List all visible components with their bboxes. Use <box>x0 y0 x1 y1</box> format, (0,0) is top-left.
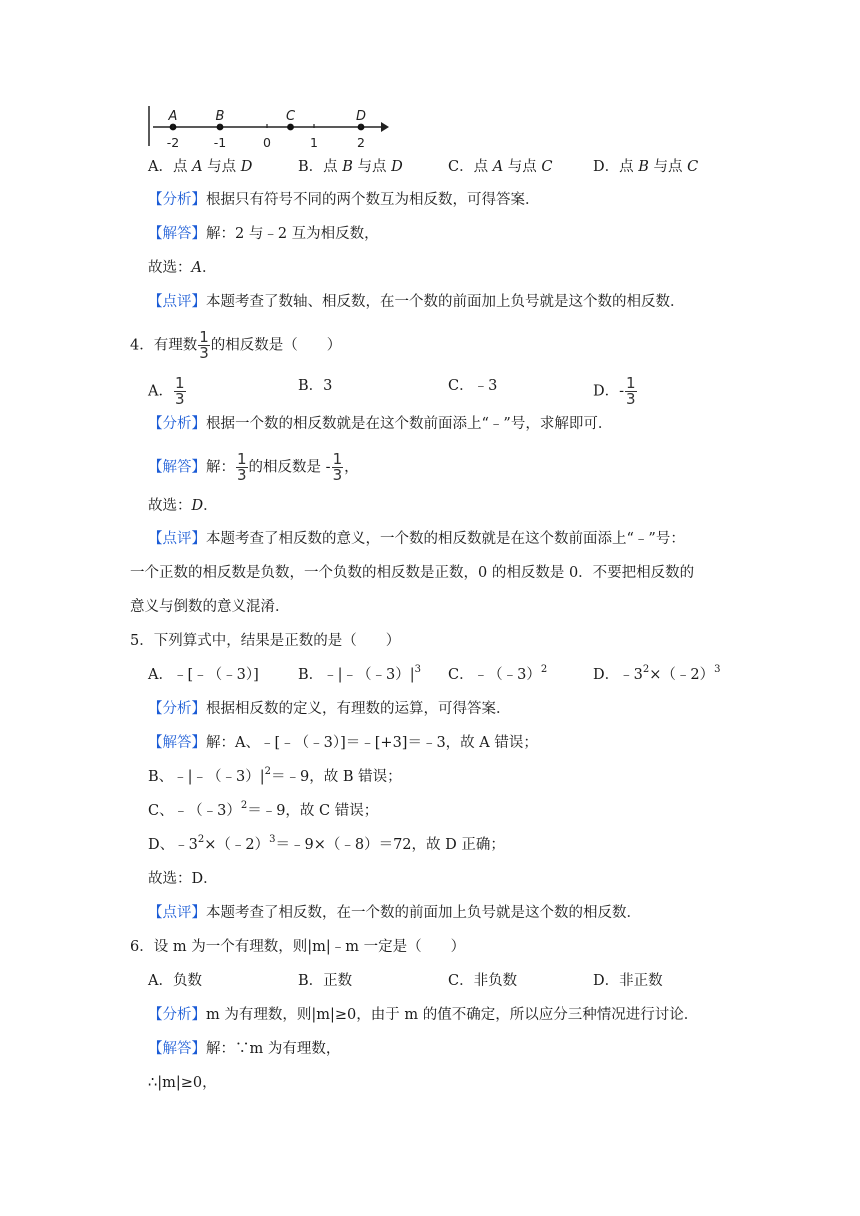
q5-option-b: B．$﹣|﹣(﹣3)|^3$ <box>298 664 422 683</box>
q4-answer: 【解答】解： $\frac{1}{3}$ 的相反数是 - $\frac{1}{3}$ ， <box>148 450 359 484</box>
tick-label: 1 <box>310 135 318 150</box>
point-c-dot <box>287 124 294 131</box>
q4-analysis: 【分析】根据一个数的相反数就是在这个数前面添上“﹣”号，求解即可． <box>148 416 613 432</box>
q6-answer: 【解答】解：∵m 为有理数， <box>148 1041 341 1057</box>
q3-option-d: D．点 B 与点 C <box>593 159 699 175</box>
q5-choose: 故选：D． <box>148 871 218 887</box>
q4-comment-3: 意义与倒数的意义混淆． <box>130 599 290 615</box>
q4-comment-1: 【点评】本题考查了相反数的意义，一个数的相反数就是在这个数前面添上“﹣”号： <box>148 531 685 547</box>
q6-option-b: B．正数 <box>298 973 353 989</box>
tick-label: 0 <box>263 135 271 150</box>
q6-conclusion: ∴|m|≥0， <box>148 1075 217 1091</box>
q5-option-c: C．﹣（﹣3）$^2$ <box>448 664 548 683</box>
q4-choose: 故选：D． <box>148 498 218 514</box>
q3-choose: 故选：A． <box>148 260 217 276</box>
q6-option-d: D．非正数 <box>593 973 663 989</box>
q5-stem: 5．下列算式中，结果是正数的是（ ） <box>130 633 401 649</box>
tick-label: -2 <box>166 135 180 150</box>
q6-analysis: 【分析】m 为有理数，则|m|≥0，由于 m 的值不确定，所以应分三种情况进行讨论． <box>148 1007 699 1023</box>
q5-option-d: D．$﹣3^2\times(﹣2)^3$ <box>593 664 721 683</box>
q4-option-d: D．- $\frac{1}{3}$ <box>593 374 636 408</box>
axis-arrow-icon <box>381 122 389 132</box>
q4-option-a: A． $\frac{1}{3}$ <box>148 374 185 408</box>
q3-analysis: 【分析】根据只有符号不同的两个数互为相反数，可得答案． <box>148 192 540 208</box>
tick-label: 2 <box>357 135 365 150</box>
q5-analysis: 【分析】根据相反数的定义，有理数的运算，可得答案． <box>148 701 511 717</box>
point-c-label: C <box>285 109 296 124</box>
q5-answer-3: C、﹣（﹣3）$^2$＝﹣9，故 C 错误； <box>148 800 379 819</box>
q4-comment-2: 一个正数的相反数是负数，一个负数的相反数是正数，0 的相反数是 0．不要把相反数的 <box>130 565 695 581</box>
q6-stem: 6．设 m 为一个有理数，则|m|﹣m 一定是（ ） <box>130 939 466 955</box>
q6-option-c: C．非负数 <box>448 973 518 989</box>
q5-answer-4: D、$﹣3^2\times(﹣2)^3=﹣9\times(﹣8)=72$，故 D 正确； <box>148 834 505 853</box>
q3-answer: 【解答】解：2 与﹣2 互为相反数， <box>148 226 379 242</box>
q6-option-a: A．负数 <box>148 973 202 989</box>
number-line-figure <box>145 104 390 152</box>
q5-answer-2: B、$﹣|﹣(﹣3)|^2=﹣9$，故 B 错误； <box>148 766 402 785</box>
q4-option-c: C．﹣3 <box>448 378 498 394</box>
q5-option-a: A．﹣[﹣（﹣3）] <box>148 667 259 683</box>
q4-option-b: B．3 <box>298 378 333 394</box>
point-b-label: B <box>215 109 225 124</box>
q3-option-b: B．点 B 与点 D <box>298 159 403 175</box>
q5-comment: 【点评】本题考查了相反数，在一个数的前面加上负号就是这个数的相反数． <box>148 905 641 921</box>
q3-option-a: A．点 A 与点 D <box>148 159 253 175</box>
q4-stem: 4．有理数 $\frac{1}{3}$ 的相反数是（ ） <box>130 328 342 362</box>
q3-option-c: C．点 A 与点 C <box>448 159 553 175</box>
fraction-one-third: $\frac{1}{3}$ <box>199 328 209 362</box>
q5-answer-1: 【解答】解：A、﹣[﹣（﹣3）]＝﹣[+3]＝﹣3，故 A 错误； <box>148 735 538 751</box>
point-d-label: D <box>355 109 367 124</box>
tick-label: -1 <box>213 135 227 150</box>
point-a-label: A <box>168 109 178 124</box>
q3-comment: 【点评】本题考查了数轴、相反数，在一个数的前面加上负号就是这个数的相反数． <box>148 294 685 310</box>
